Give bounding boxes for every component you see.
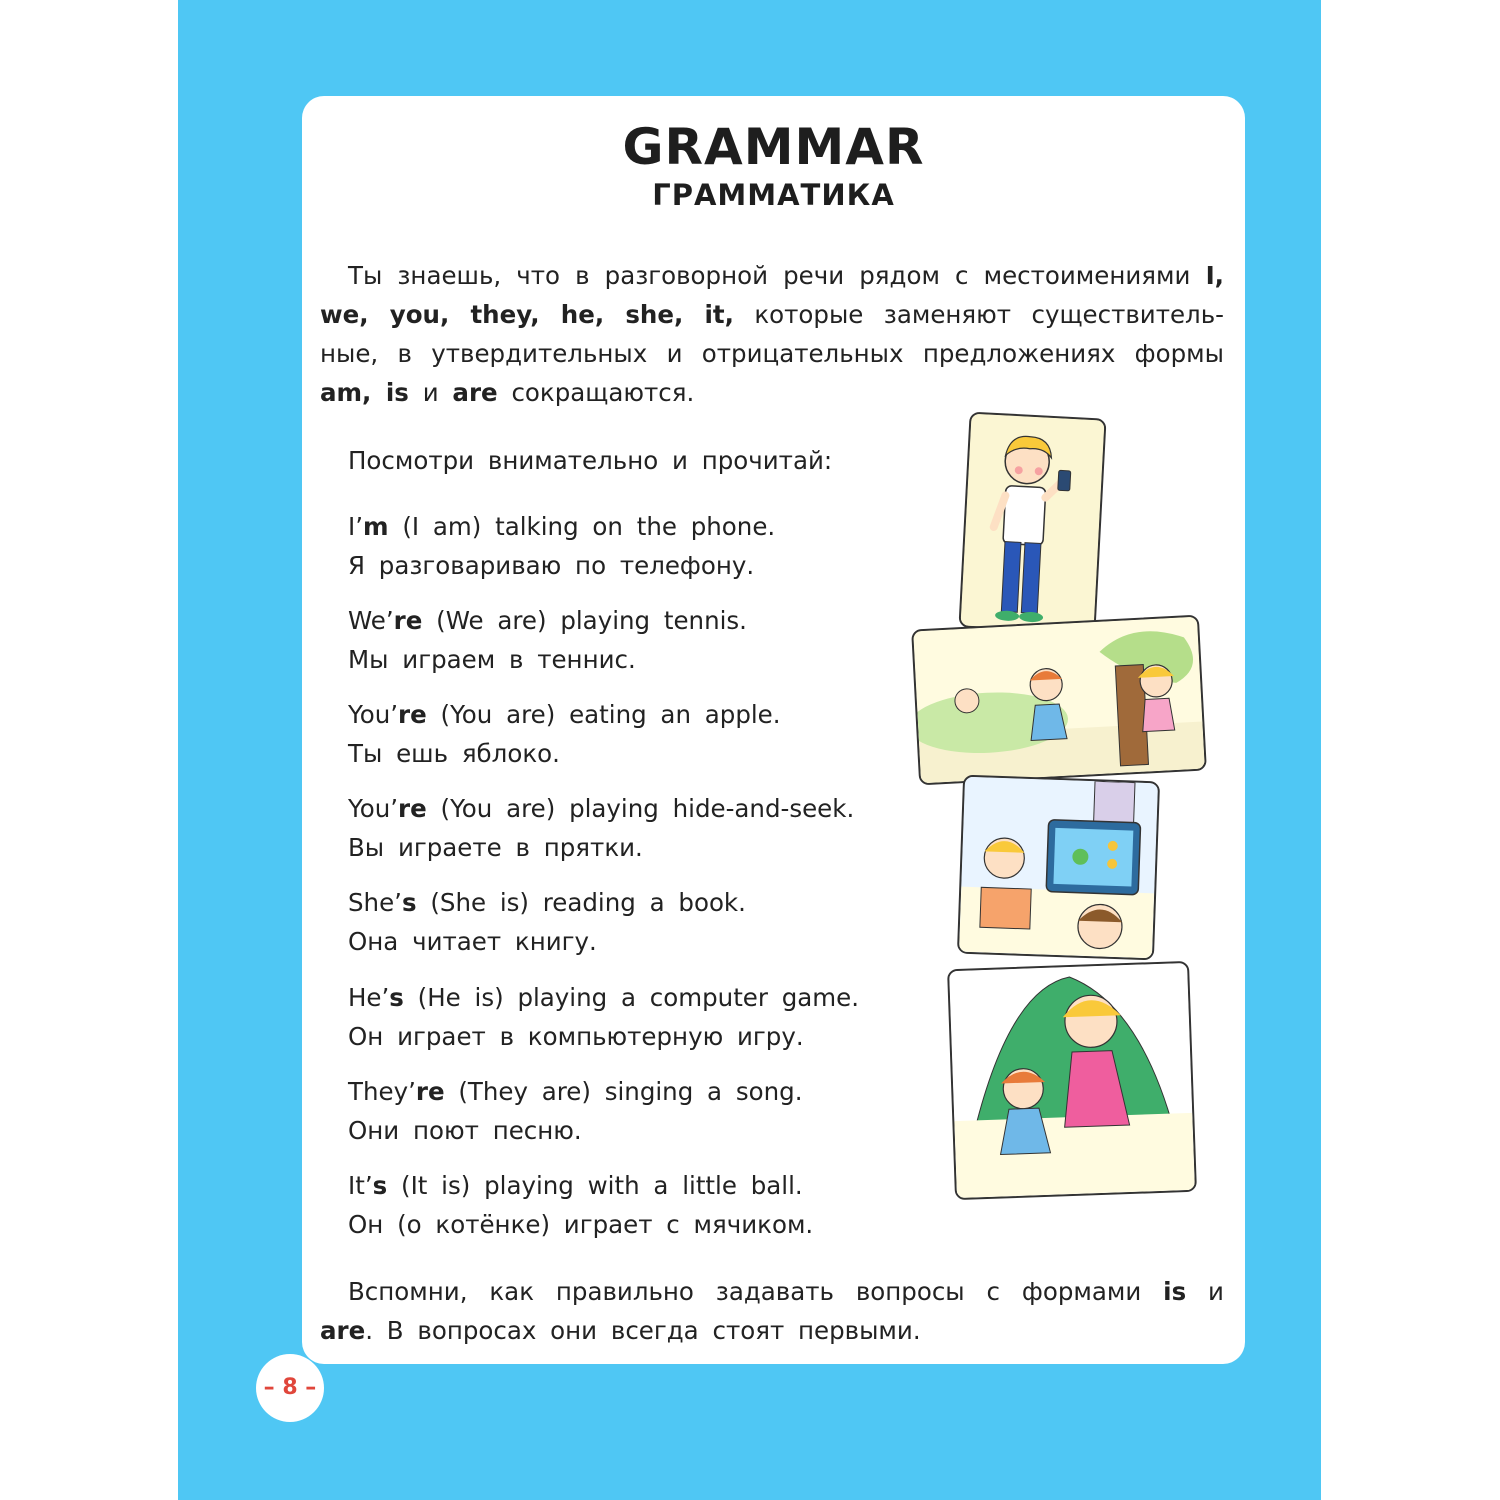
outro-text-1: Вспомни, как правильно задавать вопросы с формами xyxy=(348,1277,1142,1306)
example-russian: Он играет в компьютерную игру. xyxy=(348,1022,804,1051)
example-russian: Мы играем в теннис. xyxy=(348,645,636,674)
example-english: She’s (She is) reading a book. xyxy=(348,888,746,917)
example-6 xyxy=(348,978,859,1056)
example-russian: Ты ешь яблоко. xyxy=(348,739,560,768)
example-russian: Она читает книгу. xyxy=(348,927,597,956)
intro-text-3: и xyxy=(422,378,439,407)
example-english: They’re (They are) singing a song. xyxy=(348,1077,803,1106)
intro-pronouns: I, we, you, they, he, she, it, xyxy=(320,261,1224,329)
outro-bold-2: are xyxy=(320,1316,366,1345)
intro-text-1: Ты знаешь, что в разговорной речи рядом с местоимениями xyxy=(348,261,1191,290)
lead-text: Посмотри внимательно и прочитай: xyxy=(348,446,833,475)
example-3 xyxy=(348,695,781,773)
outro-paragraph xyxy=(320,1272,1224,1350)
example-5 xyxy=(348,883,746,961)
example-english: I’m (I am) talking on the phone. xyxy=(348,512,776,541)
singing-girls-illustration xyxy=(947,961,1197,1200)
page-number: – 8 – xyxy=(256,1354,324,1422)
example-english: You’re (You are) playing hide-and-seek. xyxy=(348,794,855,823)
page-title: GRAMMAR xyxy=(622,118,925,176)
example-russian: Вы играете в прятки. xyxy=(348,833,643,862)
hide-and-seek-illustration xyxy=(911,615,1207,786)
example-english: You’re (You are) eating an apple. xyxy=(348,700,781,729)
example-1 xyxy=(348,507,775,585)
example-english: It’s (It is) playing with a little ball. xyxy=(348,1171,803,1200)
intro-forms-1: am, is xyxy=(320,378,409,407)
example-2 xyxy=(348,601,747,679)
example-8 xyxy=(348,1166,813,1244)
outro-text-3: . В вопросах они всегда стоят первыми. xyxy=(365,1316,921,1345)
example-english: He’s (He is) playing a computer game. xyxy=(348,983,860,1012)
outro-text-2: и xyxy=(1208,1277,1224,1306)
example-4 xyxy=(348,789,854,867)
computer-game-illustration xyxy=(957,775,1160,961)
outro-bold-1: is xyxy=(1163,1277,1187,1306)
example-russian: Они поют песню. xyxy=(348,1116,582,1145)
example-english: We’re (We are) playing tennis. xyxy=(348,606,747,635)
boy-phone-illustration xyxy=(958,412,1106,635)
intro-text-2: которые заменяют существитель-ные, в утвердительных и отрицательных предложениях формы xyxy=(320,300,1224,368)
example-russian: Я разговариваю по телефону. xyxy=(348,551,755,580)
example-russian: Он (о котёнке) играет с мячиком. xyxy=(348,1210,814,1239)
intro-paragraph xyxy=(320,256,1224,412)
intro-text-4: сокращаются. xyxy=(511,378,695,407)
intro-forms-2: are xyxy=(452,378,498,407)
example-7 xyxy=(348,1072,802,1150)
page-subtitle: ГРАММАТИКА xyxy=(652,178,895,212)
